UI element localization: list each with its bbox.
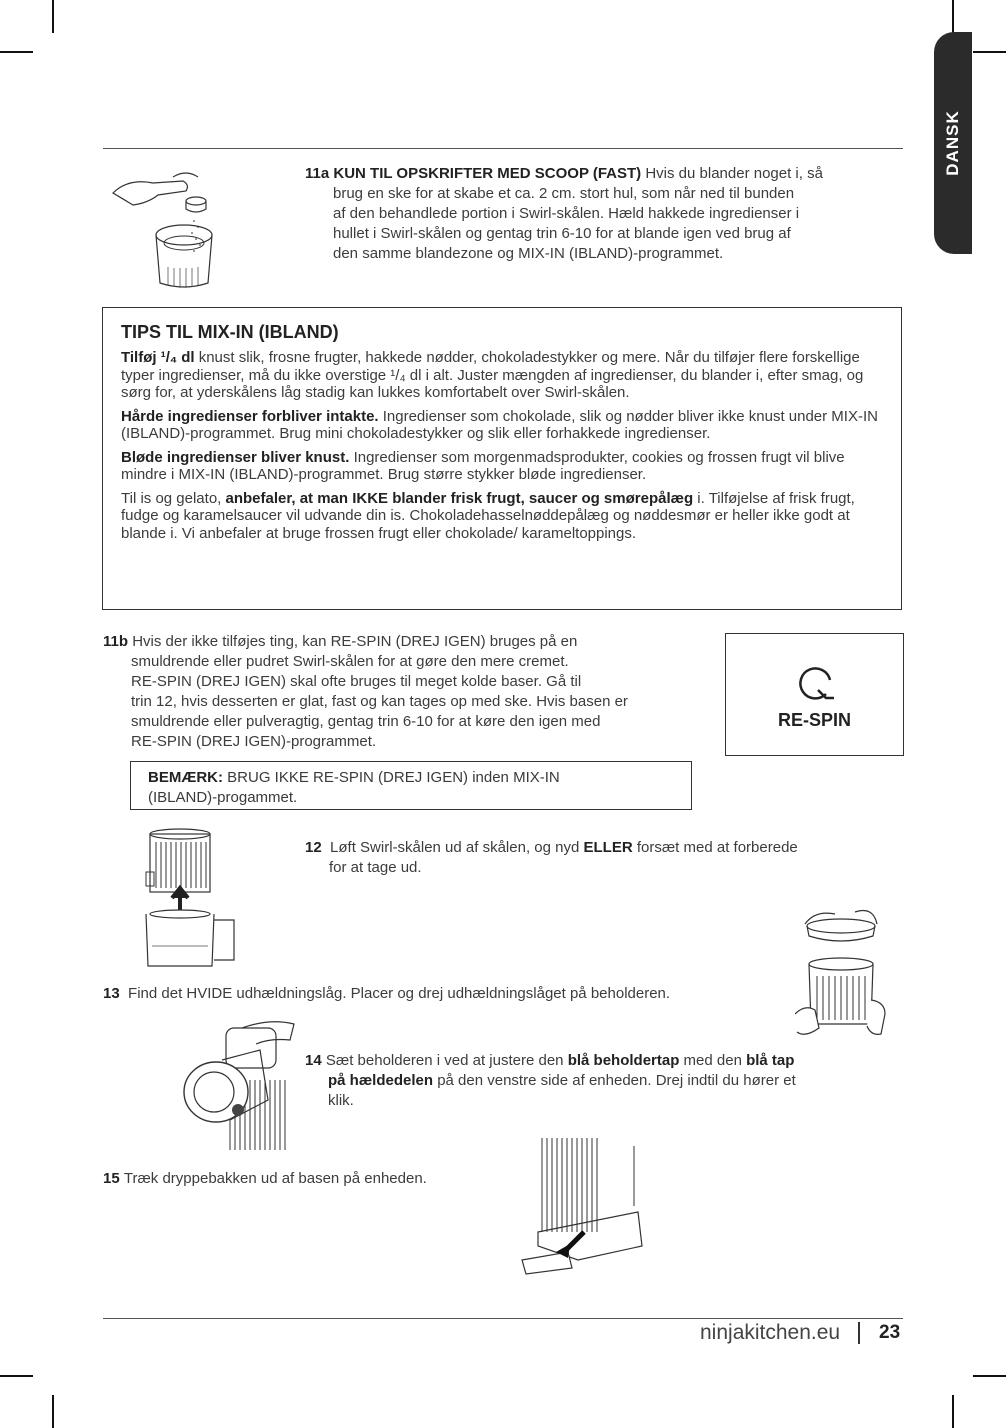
step-text: hullet i Swirl-skålen og gentag trin 6-10 for at blande igen ved brug af (333, 225, 791, 242)
note-text: BRUG IKKE RE-SPIN (DREJ IGEN) inden MIX-IN (223, 769, 560, 786)
step-text: på den venstre side af enheden. Drej indtil du hører et (433, 1072, 796, 1089)
step-text: den samme blandezone og MIX-IN (IBLAND)-programmet. (333, 245, 724, 262)
drip-tray-illustration (518, 1136, 643, 1276)
step-11a (305, 164, 905, 264)
step-number: 11a (305, 165, 330, 182)
step-text: brug en ske for at skabe et ca. 2 cm. stort hul, som når ned til bunden (333, 185, 795, 202)
step-text: Træk dryppebakken ud af basen på enheden. (123, 1170, 427, 1187)
tips-paragraph (121, 349, 883, 402)
respin-icon (796, 664, 838, 704)
step-text: Hvis du blander noget i, så (641, 165, 823, 182)
tips-bold: Tilføj ¹/₄ dl (121, 349, 195, 366)
language-tab-label: DANSK (943, 110, 962, 176)
scoop-icon (108, 163, 218, 293)
crop-mark (52, 0, 54, 33)
tips-text: i. Tilføjelse af frisk frugt, fudge og karamelsaucer vil udvande din is. Chokoladehasselnøddepålæg og nøddesmør er heller ikke godt at blande i. Vi anbefaler at bruge frossen frugt eller chokolade/ karameltoppings. (121, 489, 855, 542)
step-text: med den (679, 1052, 747, 1069)
respin-button-illustration (725, 633, 904, 756)
step-12 (305, 838, 905, 878)
step-text: RE-SPIN (DREJ IGEN) skal ofte bruges til meget kolde baser. Gå til (131, 673, 582, 690)
step-bold: ELLER (583, 839, 633, 856)
crop-mark (973, 51, 1006, 53)
note-label: BEMÆRK: (148, 769, 223, 786)
crop-mark (952, 0, 954, 33)
tips-title: TIPS TIL MIX-IN (IBLAND) (121, 322, 339, 342)
tips-bold: Hårde ingredienser forbliver intakte. (121, 407, 379, 425)
respin-label: RE-SPIN (777, 710, 851, 730)
step-text: smuldrende eller pudret Swirl-skålen for at gøre den mere cremet. (131, 653, 569, 670)
step-15 (103, 1169, 523, 1189)
lift-bowl-illustration (142, 828, 242, 973)
tips-text: Ingredienser som morgenmadsprodukter, cookies og frossen frugt vil blive mindre i MIX-IN (IBLAND)-programmet. Brug større stykker bløde ingredienser. (121, 448, 845, 483)
footer-divider (103, 1318, 903, 1319)
step-heading: KUN TIL OPSKRIFTER MED SCOOP (FAST) (333, 165, 642, 182)
step-text: Hvis der ikke tilføjes ting, kan RE-SPIN (DREJ IGEN) bruges på en (128, 633, 578, 650)
step-text: smuldrende eller pulveragtig, gentag trin 6-10 for at køre den igen med (131, 713, 601, 730)
container-install-icon (180, 1020, 300, 1152)
tips-paragraph (121, 408, 883, 443)
install-container-illustration (180, 1020, 300, 1152)
step-11b (103, 632, 703, 752)
step-bold: på hældedelen (328, 1072, 434, 1089)
step-text: trin 12, hvis desserten er glat, fast og kan tages op med ske. Hvis basen er (131, 693, 628, 710)
step-text: af den behandlede portion i Swirl-skålen. Hæld hakkede ingredienser i (333, 205, 800, 222)
tips-paragraph (121, 449, 883, 484)
tips-text: Ingredienser som chokolade, slik og nødder bliver ikke knust under MIX-IN (IBLAND)-programmet. Brug mini chokoladestykker og slik eller forhakkede ingredienser. (121, 407, 878, 442)
scoop-illustration (108, 163, 218, 293)
step-14 (305, 1051, 895, 1111)
footer-separator (858, 1322, 860, 1344)
tips-paragraph (121, 490, 883, 543)
note-box (130, 761, 692, 810)
crop-mark (52, 1395, 54, 1428)
step-bold: blå beholdertap (567, 1052, 680, 1069)
step-text: Find det HVIDE udhældningslåg. Placer og drej udhældningslåget på beholderen. (128, 985, 671, 1002)
note-text: (IBLAND)-progammet. (148, 789, 298, 806)
step-text: for at tage ud. (329, 859, 422, 876)
tips-box (102, 307, 902, 610)
top-divider (103, 148, 903, 149)
language-tab (934, 32, 972, 254)
crop-mark (973, 1375, 1006, 1377)
step-number: 15 (103, 1170, 120, 1187)
footer-url: ninjakitchen.eu (700, 1321, 841, 1344)
pour-lid-icon (795, 904, 890, 1044)
step-text: forsæt med at forberede (632, 839, 798, 856)
step-number: 14 (305, 1052, 322, 1069)
step-number: 13 (103, 985, 120, 1002)
tips-text: knust slik, frosne frugter, hakkede nødder, chokoladestykker og mere. Når du tilføjer flere forskellige typer ingredienser, må du ikke overstige ¹/₄ dl i alt. Juster mængden af ingredienser, du blander i, efter smag, og sørg for, at yderskålens låg stadig kan lukkes komfortabelt over Swirl-skålen. (121, 349, 864, 401)
lid-illustration (795, 904, 890, 1044)
crop-mark (952, 1395, 954, 1428)
step-text: Sæt beholderen i ved at justere den (325, 1052, 568, 1069)
step-number: 11b (103, 633, 129, 650)
step-text: klik. (328, 1092, 354, 1109)
step-text: Løft Swirl-skålen ud af skålen, og nyd (330, 839, 584, 856)
tips-bold: Bløde ingredienser bliver knust. (121, 448, 350, 466)
step-13 (103, 984, 803, 1004)
step-bold: blå tap (746, 1052, 795, 1069)
tips-bold: anbefaler, at man IKKE blander frisk frugt, saucer og smørepålæg (225, 489, 694, 507)
page-number: 23 (879, 1322, 901, 1343)
step-text: RE-SPIN (DREJ IGEN)-programmet. (131, 733, 377, 750)
bowl-lift-icon (142, 828, 242, 973)
crop-mark (0, 1375, 33, 1377)
drip-tray-icon (518, 1136, 643, 1276)
step-number: 12 (305, 839, 322, 856)
crop-mark (0, 51, 33, 53)
tips-text: Til is og gelato, (121, 489, 226, 507)
